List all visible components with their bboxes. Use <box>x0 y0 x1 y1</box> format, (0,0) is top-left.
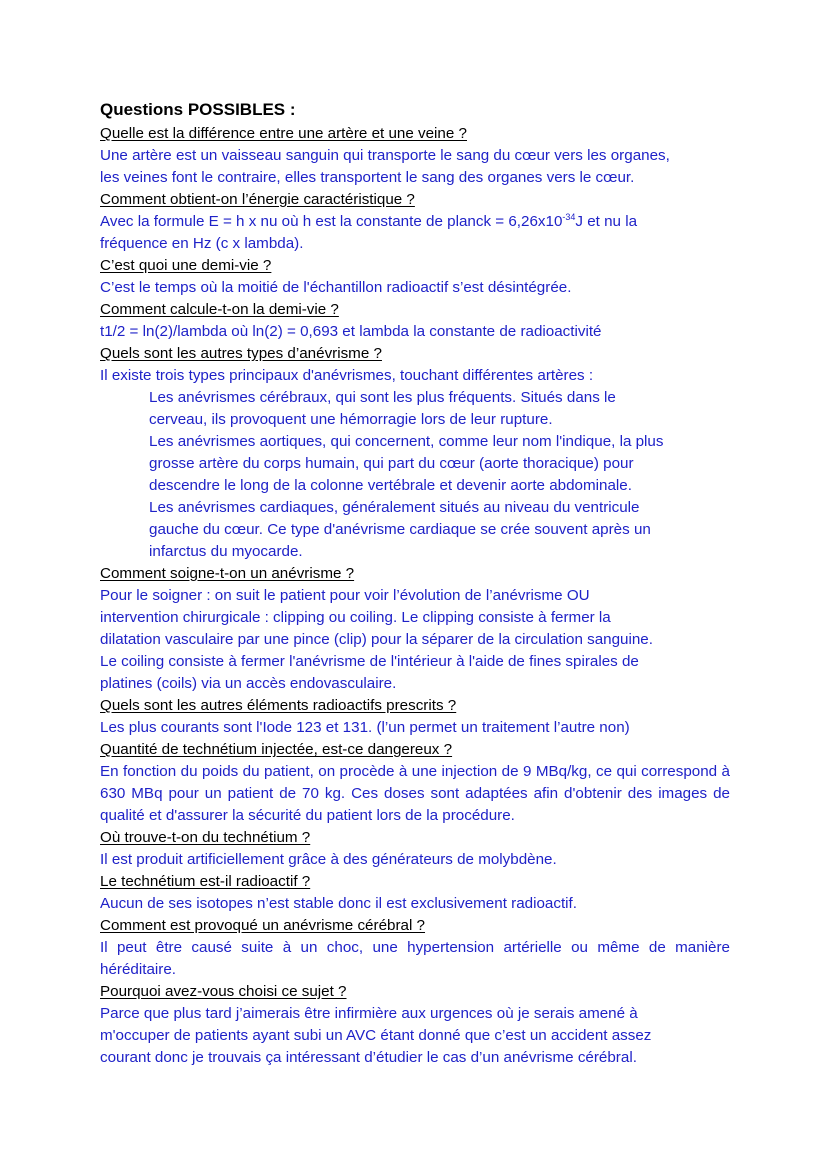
answer-line: Il existe trois types principaux d'anévrismes, touchant différentes artères : <box>100 367 594 384</box>
question-choix-sujet: Pourquoi avez-vous choisi ce sujet ? <box>100 983 347 1000</box>
list-item <box>124 497 730 563</box>
bullet-list <box>100 387 730 563</box>
answer-line: courant donc je trouvais ça intéressant d’étudier le cas d’un anévrisme cérébral. <box>100 1049 637 1066</box>
question-cause-anevrisme: Comment est provoqué un anévrisme cérébral ? <box>100 917 426 934</box>
exponent: -34 <box>562 211 576 222</box>
question-calcul-demi-vie: Comment calcule-t-on la demi-vie ? <box>100 301 339 318</box>
answer-line: dilatation vasculaire par une pince (clip) pour la séparer de la circulation sanguine. <box>100 631 653 648</box>
question-demi-vie: C’est quoi une demi-vie ? <box>100 257 272 274</box>
question-energie: Comment obtient-on l’énergie caractéristique ? <box>100 191 415 208</box>
answer-line: Il est produit artificiellement grâce à des générateurs de molybdène. <box>100 851 557 868</box>
answer-line: les veines font le contraire, elles transportent le sang des organes vers le cœur. <box>100 169 635 186</box>
question-quantite-technetium: Quantité de technétium injectée, est-ce dangereux ? <box>100 741 453 758</box>
answer-line: intervention chirurgicale : clipping ou coiling. Le clipping consiste à fermer la <box>100 609 611 626</box>
list-item-text: grosse artère du corps humain, qui part du cœur (aorte thoracique) pour <box>149 455 634 472</box>
question-elements-radioactifs: Quels sont les autres éléments radioactifs prescrits ? <box>100 697 457 714</box>
list-item <box>124 431 730 497</box>
answer-line: Les plus courants sont l'Iode 123 et 131. (l’un permet un traitement l’autre non) <box>100 719 630 736</box>
answer-paragraph: En fonction du poids du patient, on procède à une injection de 9 MBq/kg, ce qui correspond à 630 MBq pour un patient de 70 kg. Ces doses sont adaptées afin d'obtenir des images de qualité et d'assurer la sécurité du patient lors de la procédure. <box>100 763 730 824</box>
answer-line: Parce que plus tard j’aimerais être infirmière aux urgences où je serais amené à <box>100 1005 638 1022</box>
list-item-text: Les anévrismes cardiaques, généralement situés au niveau du ventricule <box>149 499 640 516</box>
list-item-text: Les anévrismes aortiques, qui concernent, comme leur nom l'indique, la plus <box>149 433 664 450</box>
answer-line: Pour le soigner : on suit le patient pour voir l’évolution de l’anévrisme OU <box>100 587 590 604</box>
answer-line: t1/2 = ln(2)/lambda où ln(2) = 0,693 et lambda la constante de radioactivité <box>100 323 602 340</box>
answer-line: m'occuper de patients ayant subi un AVC étant donné que c’est un accident assez <box>100 1027 652 1044</box>
answer-line: platines (coils) via un accès endovasculaire. <box>100 675 397 692</box>
question-artere-veine: Quelle est la différence entre une artère et une veine ? <box>100 125 467 142</box>
page-title: Questions POSSIBLES : <box>100 100 296 119</box>
document-page <box>100 99 730 1069</box>
question-types-anevrisme: Quels sont les autres types d’anévrisme ? <box>100 345 382 362</box>
list-item-text: gauche du cœur. Ce type d'anévrisme cardiaque se crée souvent après un <box>149 521 651 538</box>
list-item-text: descendre le long de la colonne vertébrale et devenir aorte abdominale. <box>149 477 632 494</box>
answer-text: J et nu la <box>575 213 638 230</box>
question-technetium-radioactif: Le technétium est-il radioactif ? <box>100 873 311 890</box>
answer-line: Une artère est un vaisseau sanguin qui transporte le sang du cœur vers les organes, <box>100 147 670 164</box>
answer-paragraph: Il peut être causé suite à un choc, une hypertension artérielle ou même de manière héréditaire. <box>100 939 730 978</box>
list-item-text: Les anévrismes cérébraux, qui sont les plus fréquents. Situés dans le <box>149 389 616 406</box>
list-item-text: cerveau, ils provoquent une hémorragie lors de leur rupture. <box>149 411 553 428</box>
answer-line: Le coiling consiste à fermer l'anévrisme de l'intérieur à l'aide de fines spirales de <box>100 653 639 670</box>
answer-line: C’est le temps où la moitié de l'échantillon radioactif s’est désintégrée. <box>100 279 572 296</box>
answer-text: Avec la formule E = h x nu où h est la constante de planck = 6,26x10 <box>100 213 563 230</box>
question-trouver-technetium: Où trouve-t-on du technétium ? <box>100 829 311 846</box>
answer-line: fréquence en Hz (c x lambda). <box>100 235 304 252</box>
list-item <box>124 387 730 431</box>
answer-line: Aucun de ses isotopes n’est stable donc il est exclusivement radioactif. <box>100 895 577 912</box>
list-item-text: infarctus du myocarde. <box>149 543 303 560</box>
answer-line <box>100 211 730 233</box>
question-soigner-anevrisme: Comment soigne-t-on un anévrisme ? <box>100 565 355 582</box>
